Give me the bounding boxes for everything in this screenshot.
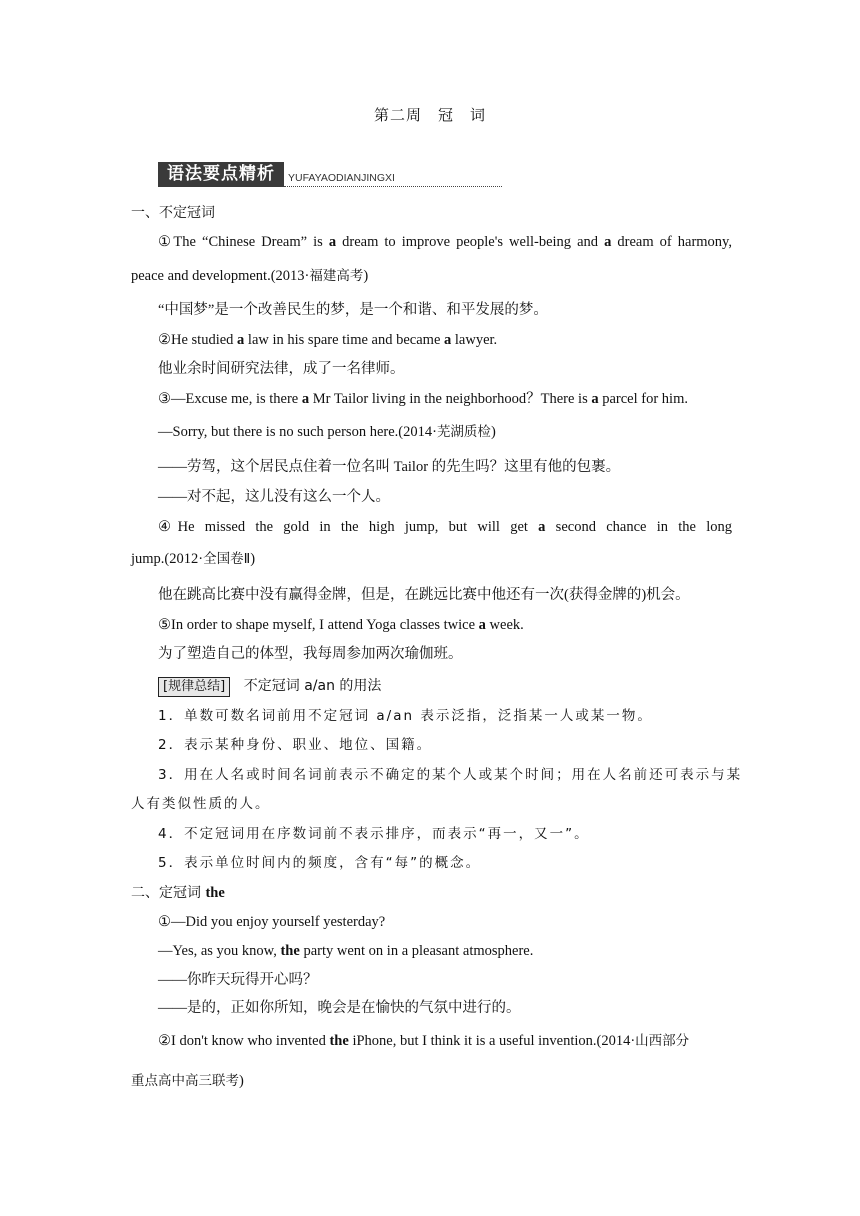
source-label: 芜湖质检 [436,424,491,440]
text: ) [363,268,369,284]
text: week. [485,617,524,633]
bold-article: a [591,391,599,407]
text: ) [239,1073,244,1089]
rule-summary-title: 不定冠词 a/an 的用法 [243,678,382,694]
example4-translation: 他在跳高比赛中没有赢得金牌，但是，在跳远比赛中他还有一次(获得金牌的)机会。 [158,587,690,603]
text: ⑤In order to shape myself, I attend Yoga classes twice [158,617,479,633]
rule-summary-tag: [规律总结] [158,677,230,697]
s2-example1-question: ①—Did you enjoy yourself yesterday? [158,914,386,930]
example1-translation: “中国梦”是一个改善民生的梦，是一个和谐、和平发展的梦。 [158,302,548,318]
example1-line2 [131,266,368,286]
section-banner [158,162,503,190]
page-title: 第二周 冠 词 [373,108,486,124]
text: ④He missed the gold in the high jump, but will get [158,519,539,535]
bold-article: the [329,1033,349,1049]
text: lawyer. [451,332,498,348]
example3-translation1: ——劳驾，这个居民点住着一位名叫 Tailor 的先生吗？这里有他的包裹。 [158,459,621,475]
s2-example2-line1 [158,1031,689,1051]
rule-item: 3．用在人名或时间名词前表示不确定的某个人或某个时间；用在人名前还可表示与某 [158,767,743,783]
bold-article: a [444,332,452,348]
bold-article: a [538,519,546,535]
bold-article: a [478,617,486,633]
text: ③—Excuse me, is there [158,391,302,407]
s2-example2-line2 [131,1071,244,1091]
section1-heading: 一、不定冠词 [131,205,215,221]
text: law in his spare time and became [244,332,445,348]
example4-line1 [158,517,732,537]
text: party went on in a pleasant atmosphere. [299,943,534,959]
bold-article: a [301,391,310,407]
s2-example1-translation2: ——是的，正如你所知，晚会是在愉快的气氛中进行的。 [158,1000,521,1016]
text: ①The “Chinese Dream” is [158,234,329,250]
rule-item: 4．不定冠词用在序数词前不表示排序，而表示“再一，又一”。 [158,826,590,842]
text: ) [490,424,496,440]
example3-line2 [158,422,496,442]
text: —Yes, as you know, [158,943,281,959]
example2 [158,330,497,350]
text: 二、定冠词 [131,885,206,901]
text: ) [250,551,256,567]
section2-heading [131,883,225,903]
rule-summary-header [158,676,381,697]
example5-translation: 为了塑造自己的体型，我每周参加两次瑜伽班。 [158,646,463,662]
example4-line2 [131,549,255,569]
example3-translation2: ——对不起，这儿没有这么一个人。 [158,489,390,505]
rule-item: 1．单数可数名词前用不定冠词 a/an 表示泛指，泛指某一人或某一物。 [158,708,653,724]
source-label: 全国卷Ⅱ [203,551,251,567]
bold-article: a [237,332,245,348]
text: —Sorry, but there is no such person here.(2014· [158,424,437,440]
text: parcel for him. [598,391,688,407]
text: iPhone, but I think it is a useful invention.(2014· [348,1033,636,1049]
bold-article: a [328,234,337,250]
banner-pinyin: YUFAYAODIANJINGXI [288,172,395,184]
example3-line1 [158,389,688,409]
text: dream of harmony, [611,234,732,250]
s2-example1-answer [158,941,533,961]
bold-article: the [280,943,300,959]
source-label: 山西部分 [635,1033,690,1049]
example2-translation: 他业余时间研究法律，成了一名律师。 [158,361,405,377]
bold-article: the [205,885,225,901]
rule-item: 2．表示某种身份、职业、地位、国籍。 [158,737,433,753]
source-label: 重点高中高三联考 [131,1073,239,1089]
text: jump.(2012· [131,551,204,567]
rule-item: 5．表示单位时间内的频度，含有“每”的概念。 [158,855,482,871]
s2-example1-translation1: ——你昨天玩得开心吗？ [158,972,318,988]
text: ②I don't know who invented [158,1033,330,1049]
source-label: 福建高考 [309,268,364,284]
example1-line1 [158,232,732,252]
example5 [158,615,524,635]
banner-dotted-rule [284,186,502,187]
rule-item: 人有类似性质的人。 [131,796,271,812]
text: Mr Tailor living in the neighborhood？There is [309,391,592,407]
text: dream to improve people's well-being and [336,234,605,250]
text: ②He studied [158,332,238,348]
bold-article: a [604,234,612,250]
banner-label: 语法要点精析 [158,162,284,187]
text: peace and development.(2013· [131,268,310,284]
text: second chance in the long [545,519,732,535]
